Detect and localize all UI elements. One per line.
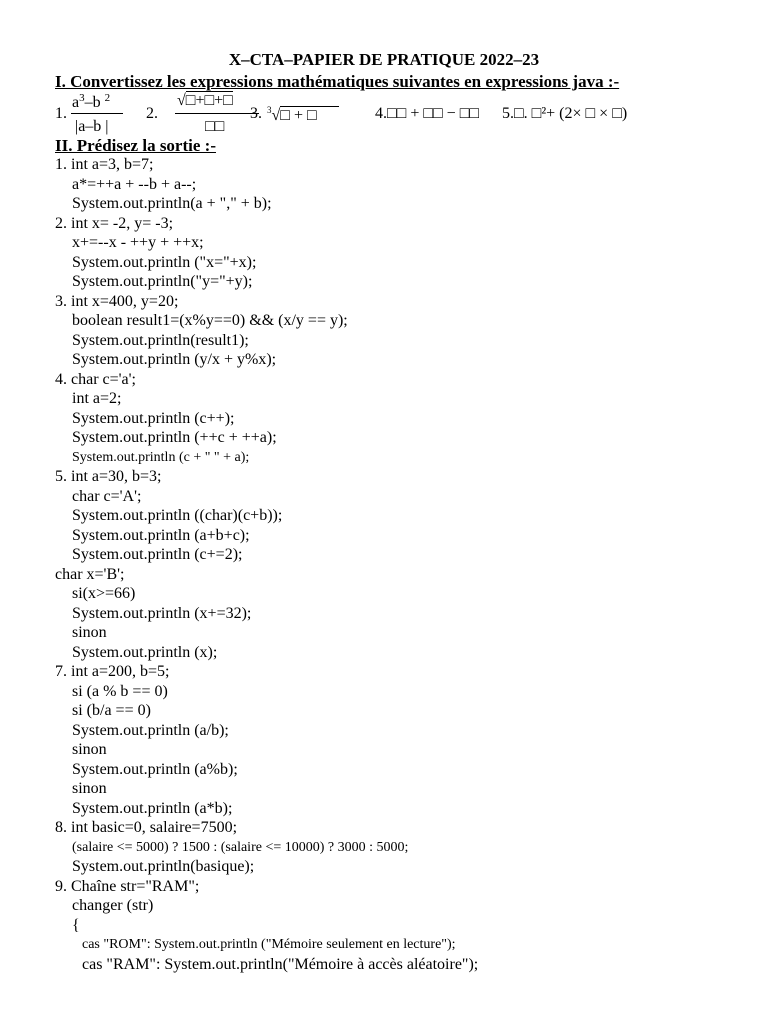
code-line: (salaire <= 5000) ? 1500 : (salaire <= 10000) ? 3000 : 5000; — [72, 839, 409, 855]
code-line: System.out.println (x+=32); — [72, 604, 252, 622]
code-line: System.out.println (c++); — [72, 409, 235, 427]
code-line: System.out.println (a*b); — [72, 799, 233, 817]
code-line: System.out.println (a%b); — [72, 760, 238, 778]
code-line: 3. int x=400, y=20; — [55, 292, 179, 310]
code-line: x+=--x - ++y + ++x; — [72, 234, 204, 251]
expr-1-denominator: |a–b | — [75, 118, 109, 135]
expr-3-number: 3. — [250, 105, 262, 122]
code-line: sinon — [72, 741, 107, 758]
code-line: si(x>=66) — [72, 585, 136, 602]
expr-2-denominator: □□ — [205, 118, 225, 135]
code-line: System.out.println (x); — [72, 643, 218, 661]
expr-3-cube-root: $^3$√□ + □ — [267, 105, 339, 125]
expr-2-radicand: □+□+□ — [185, 92, 233, 109]
code-line: 2. int x= -2, y= -3; — [55, 214, 174, 232]
expr-1-minus-b: –b — [84, 94, 101, 111]
code-line: char c='A'; — [72, 487, 142, 505]
expr-1-a: a — [72, 94, 80, 111]
code-line: 7. int a=200, b=5; — [55, 663, 170, 680]
code-line: System.out.println(basique); — [72, 858, 255, 875]
expr-5: 5.□. □²+ (2× □ × □) — [502, 105, 628, 122]
code-line: char x='B'; — [55, 565, 125, 583]
code-line: si (a % b == 0) — [72, 682, 168, 700]
expr-1-exp3: 3 — [79, 92, 85, 104]
code-line: boolean result1=(x%y==0) && (x/y == y); — [72, 312, 348, 329]
code-line: System.out.println(a + "," + b); — [72, 195, 272, 212]
code-line: cas "ROM": System.out.println ("Mémoire seulement en lecture"); — [82, 937, 456, 952]
code-line: cas "RAM": System.out.println("Mémoire à accès aléatoire"); — [82, 955, 479, 973]
code-line: System.out.println ("x="+x); — [72, 253, 257, 271]
code-line: sinon — [72, 624, 107, 641]
code-line: System.out.println("y="+y); — [72, 273, 253, 290]
code-line: si (b/a == 0) — [72, 702, 151, 719]
math-expressions — [55, 92, 755, 136]
expr-1-numerator — [72, 92, 110, 112]
code-line: changer (str) — [72, 897, 154, 914]
code-line: 8. int basic=0, salaire=7500; — [55, 819, 238, 836]
section-1-heading: I. Convertissez les expressions mathématiques suivantes en expressions java :- — [55, 72, 620, 91]
code-line: System.out.println (y/x + y%x); — [72, 351, 277, 368]
code-line: System.out.println (c+=2); — [72, 546, 243, 563]
code-line: 5. int a=30, b=3; — [55, 468, 162, 485]
expr-2-numerator: √□+□+□ — [177, 92, 233, 109]
expr-1-number: 1. — [55, 105, 67, 122]
code-line: System.out.println(result1); — [72, 331, 249, 349]
expr-2-fraction-bar — [175, 113, 259, 114]
code-listing — [55, 155, 755, 974]
code-line: System.out.println (a+b+c); — [72, 526, 250, 544]
code-line: { — [72, 916, 80, 934]
code-line: System.out.println (a/b); — [72, 721, 229, 739]
code-line: 1. int a=3, b=7; — [55, 156, 154, 173]
code-line: 9. Chaîne str="RAM"; — [55, 877, 200, 895]
code-line: System.out.println (++c + ++a); — [72, 429, 277, 446]
expr-4: 4.□□ + □□ − □□ — [375, 105, 480, 122]
expr-3-root-index: 3 — [267, 105, 272, 115]
code-line: a*=++a + --b + a--; — [72, 175, 197, 193]
code-line: 4. char c='a'; — [55, 370, 136, 388]
page-title: X–CTA–PAPIER DE PRATIQUE 2022–23 — [228, 50, 540, 69]
code-line: System.out.println (c + " " + a); — [72, 449, 250, 465]
code-line: sinon — [72, 780, 107, 797]
section-2-heading: II. Prédisez la sortie :- — [55, 136, 216, 155]
expr-1-fraction-bar — [71, 113, 123, 114]
expr-3-radicand: □ + □ — [280, 106, 338, 124]
expr-2-number: 2. — [146, 105, 158, 122]
code-line: int a=2; — [72, 390, 122, 407]
expr-1-exp2: 2 — [104, 92, 111, 104]
code-line: System.out.println ((char)(c+b)); — [72, 507, 283, 524]
